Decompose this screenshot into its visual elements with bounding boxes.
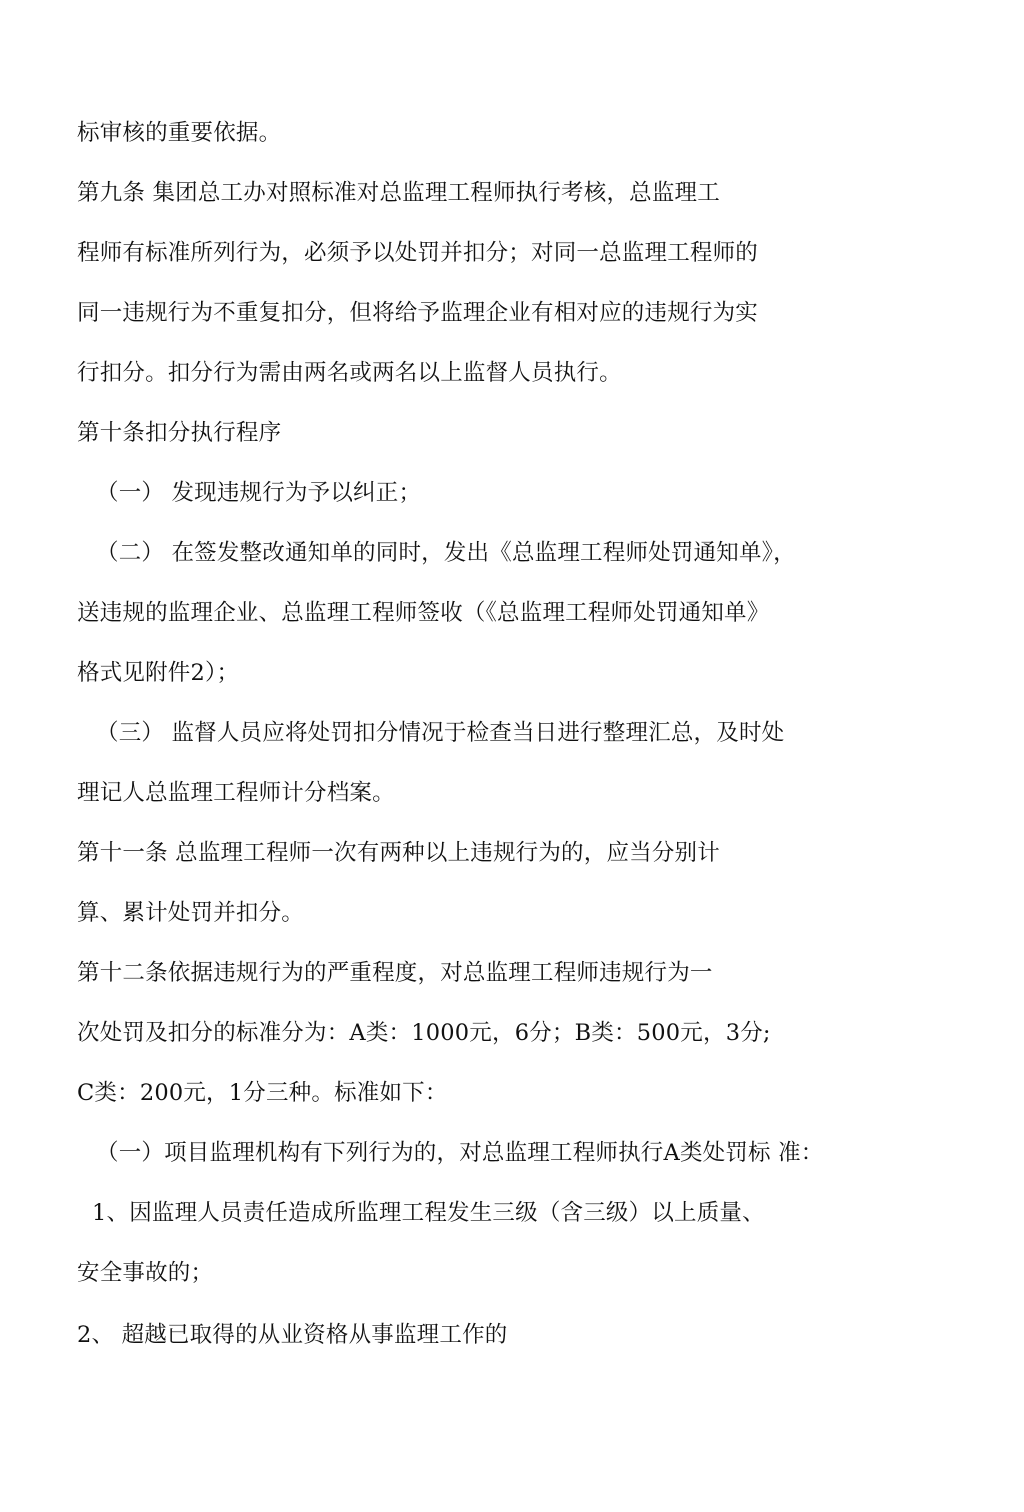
- text-line: 同一违规行为不重复扣分，但将给予监理企业有相对应的违规行为实: [77, 300, 759, 326]
- text-line: 安全事故的；: [77, 1260, 214, 1286]
- article-10-heading: 第十条扣分执行程序: [77, 420, 282, 446]
- article-11-heading: 第十一条 总监理工程师一次有两种以上违规行为的，应当分别计: [77, 840, 720, 866]
- text-line: 理记人总监理工程师计分档案。: [77, 780, 395, 806]
- article-12-heading: 第十二条依据违规行为的严重程度，对总监理工程师违规行为一: [77, 960, 713, 986]
- article-9-heading: 第九条 集团总工办对照标准对总监理工程师执行考核，总监理工: [77, 180, 720, 206]
- text-line: 送违规的监理企业、总监理工程师签收（《总监理工程师处罚通知单》: [77, 600, 770, 626]
- text-line: 格式见附件2）；: [77, 660, 240, 686]
- list-item: 1、因监理人员责任造成所监理工程发生三级（含三级）以上质量、: [92, 1200, 765, 1226]
- text-line: 算、累计处罚并扣分。: [77, 900, 305, 926]
- text-line: 程师有标准所列行为，必须予以处罚并扣分；对同一总监理工程师的: [77, 240, 759, 266]
- text-line: 次处罚及扣分的标准分为：A类：1000元，6分；B类：500元，3分;: [77, 1020, 771, 1046]
- list-item: （一） 发现违规行为予以纠正；: [96, 480, 422, 506]
- text-line: C类：200元，1分三种。标准如下：: [77, 1080, 448, 1106]
- list-item: （二） 在签发整改通知单的同时，发出《总监理工程师处罚通知单》，: [96, 540, 796, 566]
- list-item: （三） 监督人员应将处罚扣分情况于检查当日进行整理汇总，及时处: [96, 720, 785, 746]
- text-line: 标审核的重要依据。: [77, 120, 282, 146]
- list-item: 2、 超越已取得的从业资格从事监理工作的: [77, 1322, 508, 1348]
- list-item: （一）项目监理机构有下列行为的，对总监理工程师执行A类处罚标 准：: [96, 1140, 824, 1166]
- text-line: 行扣分。扣分行为需由两名或两名以上监督人员执行。: [77, 360, 622, 386]
